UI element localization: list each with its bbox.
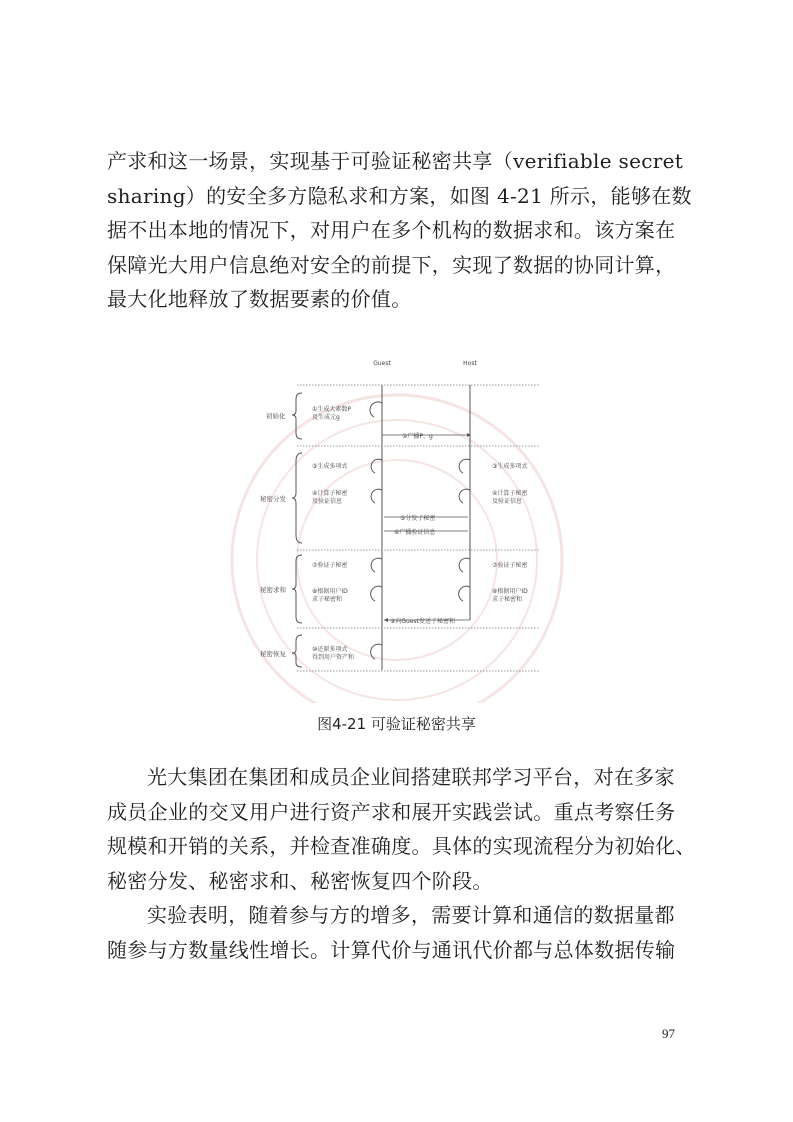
phase-braces xyxy=(292,393,302,667)
step-4-host-line-1: ④计算子秘密 xyxy=(492,490,528,497)
step-4-host-line-2: 及验证信息 xyxy=(492,498,523,505)
step-10-line-1: ⑩还原多项式 xyxy=(312,646,348,653)
step-2-label: ②广播P、g xyxy=(402,433,433,440)
paragraph-line: 光大集团在集团和成员企业间搭建联邦学习平台，对在多家 xyxy=(147,765,675,789)
guest-self-loops xyxy=(370,402,382,659)
paragraph-line: 秘密分发、秘密求和、秘密恢复四个阶段。 xyxy=(107,868,493,893)
step-8-guest-line-2: 求子秘密和 xyxy=(312,596,343,603)
paragraph-1 xyxy=(107,144,692,317)
phase-label-distribute: 秘密分发 xyxy=(260,495,286,503)
paragraph-line: 实验表明，随着参与方的增多，需要计算和通信的数据量都 xyxy=(147,903,675,927)
step-4-guest-line-1: ④计算子秘密 xyxy=(312,490,348,497)
secret-sharing-diagram xyxy=(222,355,572,703)
paragraph-line: sharing）的安全多方隐私求和方案，如图 4-21 所示，能够在数 xyxy=(107,183,692,208)
arrowhead xyxy=(384,618,388,622)
diagram-svg xyxy=(222,355,572,703)
step-7-guest: ⑦验证子秘密 xyxy=(312,562,348,569)
step-7-host: ⑦验证子秘密 xyxy=(492,562,528,569)
step-8-host-line-2: 求子秘密和 xyxy=(492,596,523,603)
step-4-guest-line-2: 及验证信息 xyxy=(312,498,343,505)
host-self-loops xyxy=(459,459,470,601)
step-5-label: ⑤分发子秘密 xyxy=(400,515,436,522)
step-6-label: ⑥广播验证信息 xyxy=(394,529,436,536)
paragraph-line: 保障光大用户信息绝对安全的前提下，实现了数据的协同计算， xyxy=(107,252,676,277)
step-9-label: ⑨向Guest发送子秘密和 xyxy=(390,618,456,625)
step-8-host-line-1: ⑧根据用户ID xyxy=(492,588,528,595)
step-10-line-2: 得到用户资产和 xyxy=(312,654,355,661)
step-8-guest-line-1: ⑧根据用户ID xyxy=(312,588,348,595)
step-3-host: ③生成多项式 xyxy=(492,463,528,470)
paragraph-line: 据不出本地的情况下，对用户在多个机构的数据求和。该方案在 xyxy=(107,218,676,242)
phase-label-init: 初始化 xyxy=(266,412,286,420)
paragraph-line: 成员企业的交叉用户进行资产求和展开实践尝试。重点考察任务 xyxy=(107,799,676,824)
figure-caption: 图4-21 可验证秘密共享 xyxy=(317,715,476,733)
page-number: 97 xyxy=(662,1026,675,1041)
step-3-guest: ③生成多项式 xyxy=(312,463,348,470)
paragraph-line: 产求和这一场景，实现基于可验证秘密共享（verifiable secret xyxy=(107,149,684,173)
step-1-line-1: ①生成大素数P xyxy=(312,406,351,413)
host-header: Host xyxy=(463,360,477,367)
step-1-line-2: 及生成元g xyxy=(312,414,340,421)
paragraph-2 xyxy=(107,760,696,967)
paragraph-line: 随参与方数量线性增长。计算代价与通讯代价都与总体数据传输 xyxy=(107,937,676,962)
phase-label-restore: 秘密恢复 xyxy=(260,650,286,658)
guest-header: Guest xyxy=(373,360,391,367)
phase-label-sum: 秘密求和 xyxy=(260,586,286,594)
paragraph-line: 规模和开销的关系，并检查准确度。具体的实现流程分为初始化、 xyxy=(107,834,696,858)
phase-separators xyxy=(297,385,540,671)
paragraph-line: 最大化地释放了数据要素的价值。 xyxy=(107,287,412,311)
